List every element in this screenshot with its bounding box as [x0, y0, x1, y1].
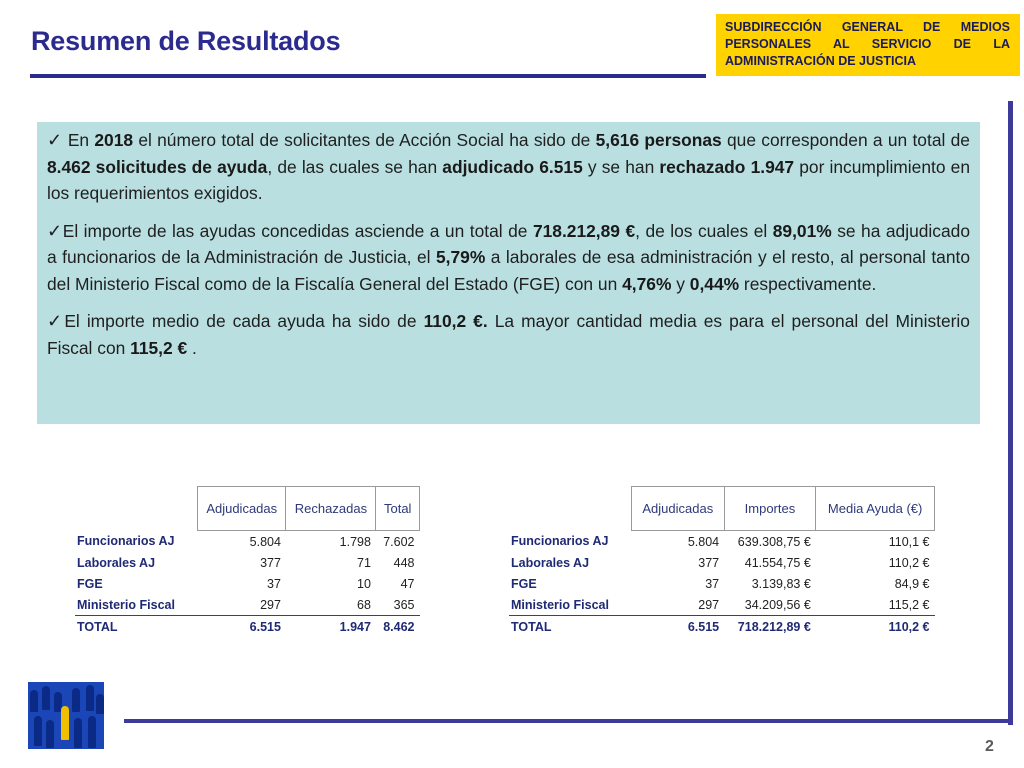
summary-paragraph-1: ✓ En 2018 el número total de solicitantes de Acción Social ha sido de 5,616 personas que corresponden a un total de 8.462 solicitudes de ayuda, de las cuales se han adjudicado 6.515 y se han rechazado 1.947 por incumplimiento en los requerimientos exigidos.	[47, 130, 970, 203]
checkmark-icon: ✓	[47, 220, 63, 241]
summary-paragraph-3: ✓El importe medio de cada ayuda ha sido de 110,2 €. La mayor cantidad media es para el personal del Ministerio Fiscal con 115,2 € .	[47, 311, 970, 358]
table-cell: 6.515	[687, 619, 720, 634]
table-row	[509, 552, 935, 573]
amounts-table	[509, 486, 935, 637]
column-header: Adjudicadas	[198, 487, 286, 531]
table-row	[75, 594, 420, 616]
table-cell: 41.554,75 €	[744, 555, 811, 570]
column-header: Rechazadas	[286, 487, 376, 531]
table-cell: 1.798	[339, 534, 371, 549]
table-cell: 639.308,75 €	[737, 534, 811, 549]
row-label: TOTAL	[77, 619, 118, 634]
people-crowd-icon	[28, 682, 104, 749]
table-cell: 71	[357, 555, 371, 570]
table-cell: 365	[376, 594, 420, 616]
table-total-row	[509, 616, 935, 638]
summary-box	[37, 122, 980, 424]
table-header-row	[75, 487, 420, 531]
table-row	[75, 573, 420, 594]
right-vertical-rule	[1008, 101, 1013, 725]
table-cell: 10	[357, 576, 371, 591]
table-cell: 84,9 €	[894, 576, 930, 591]
agency-banner: SUBDIRECCIÓN GENERAL DE MEDIOS PERSONALES AL SERVICIO DE LA ADMINISTRACIÓN DE JUSTICIA	[716, 14, 1020, 76]
table-header-row	[509, 487, 935, 531]
table-cell: 5.804	[249, 534, 281, 549]
column-header: Total	[376, 487, 420, 531]
column-header: Adjudicadas	[632, 487, 725, 531]
table-row	[509, 531, 935, 553]
row-label: Laborales AJ	[511, 555, 590, 570]
table-cell: 7.602	[383, 534, 415, 549]
row-label: Funcionarios AJ	[77, 534, 175, 549]
table-row	[509, 594, 935, 616]
page-number: 2	[985, 738, 994, 755]
table-cell: 297	[632, 594, 725, 616]
checkmark-icon: ✓	[47, 130, 63, 150]
row-label: Ministerio Fiscal	[75, 594, 198, 616]
row-label: FGE	[77, 576, 103, 591]
row-label: Ministerio Fiscal	[509, 594, 632, 616]
table-cell: 377	[260, 555, 281, 570]
row-label: FGE	[511, 576, 537, 591]
table-total-row	[75, 616, 420, 638]
table-row	[509, 573, 935, 594]
table-cell: 297	[198, 594, 286, 616]
table-cell: 37	[267, 576, 281, 591]
column-header: Media Ayuda (€)	[816, 487, 935, 531]
table-row	[75, 552, 420, 573]
row-label: Laborales AJ	[77, 555, 156, 570]
page-title: Resumen de Resultados	[31, 26, 341, 56]
table-cell: 110,1 €	[888, 534, 930, 549]
table-cell: 37	[705, 576, 720, 591]
checkmark-icon: ✓	[47, 311, 65, 331]
table-cell: 718.212,89 €	[737, 619, 811, 634]
table-cell: 1.947	[339, 619, 371, 634]
table-cell: 5.804	[687, 534, 720, 549]
title-underline	[30, 74, 706, 78]
row-label: TOTAL	[511, 619, 552, 634]
table-row	[75, 531, 420, 553]
footer-rule	[124, 719, 1012, 723]
table-cell: 115,2 €	[816, 594, 935, 616]
table-cell: 377	[698, 555, 720, 570]
table-cell: 68	[286, 594, 376, 616]
table-cell: 3.139,83 €	[751, 576, 811, 591]
table-cell: 8.462	[383, 619, 415, 634]
table-cell: 34.209,56 €	[724, 594, 816, 616]
applications-table	[75, 486, 420, 637]
table-cell: 110,2 €	[888, 619, 930, 634]
table-cell: 47	[400, 576, 415, 591]
table-cell: 110,2 €	[888, 555, 930, 570]
column-header: Importes	[724, 487, 816, 531]
table-cell: 448	[393, 555, 415, 570]
row-label: Funcionarios AJ	[511, 534, 609, 549]
table-cell: 6.515	[249, 619, 281, 634]
summary-paragraph-2: ✓El importe de las ayudas concedidas asciende a un total de 718.212,89 €, de los cuales el 89,01% se ha adjudicado a funcionarios de la Administración de Justicia, el 5,79% a laborales de esa administración y el resto, al personal tanto del Ministerio Fiscal como de la Fiscalía General del Estado (FGE) con un 4,76% y 0,44% respectivamente.	[47, 220, 971, 294]
